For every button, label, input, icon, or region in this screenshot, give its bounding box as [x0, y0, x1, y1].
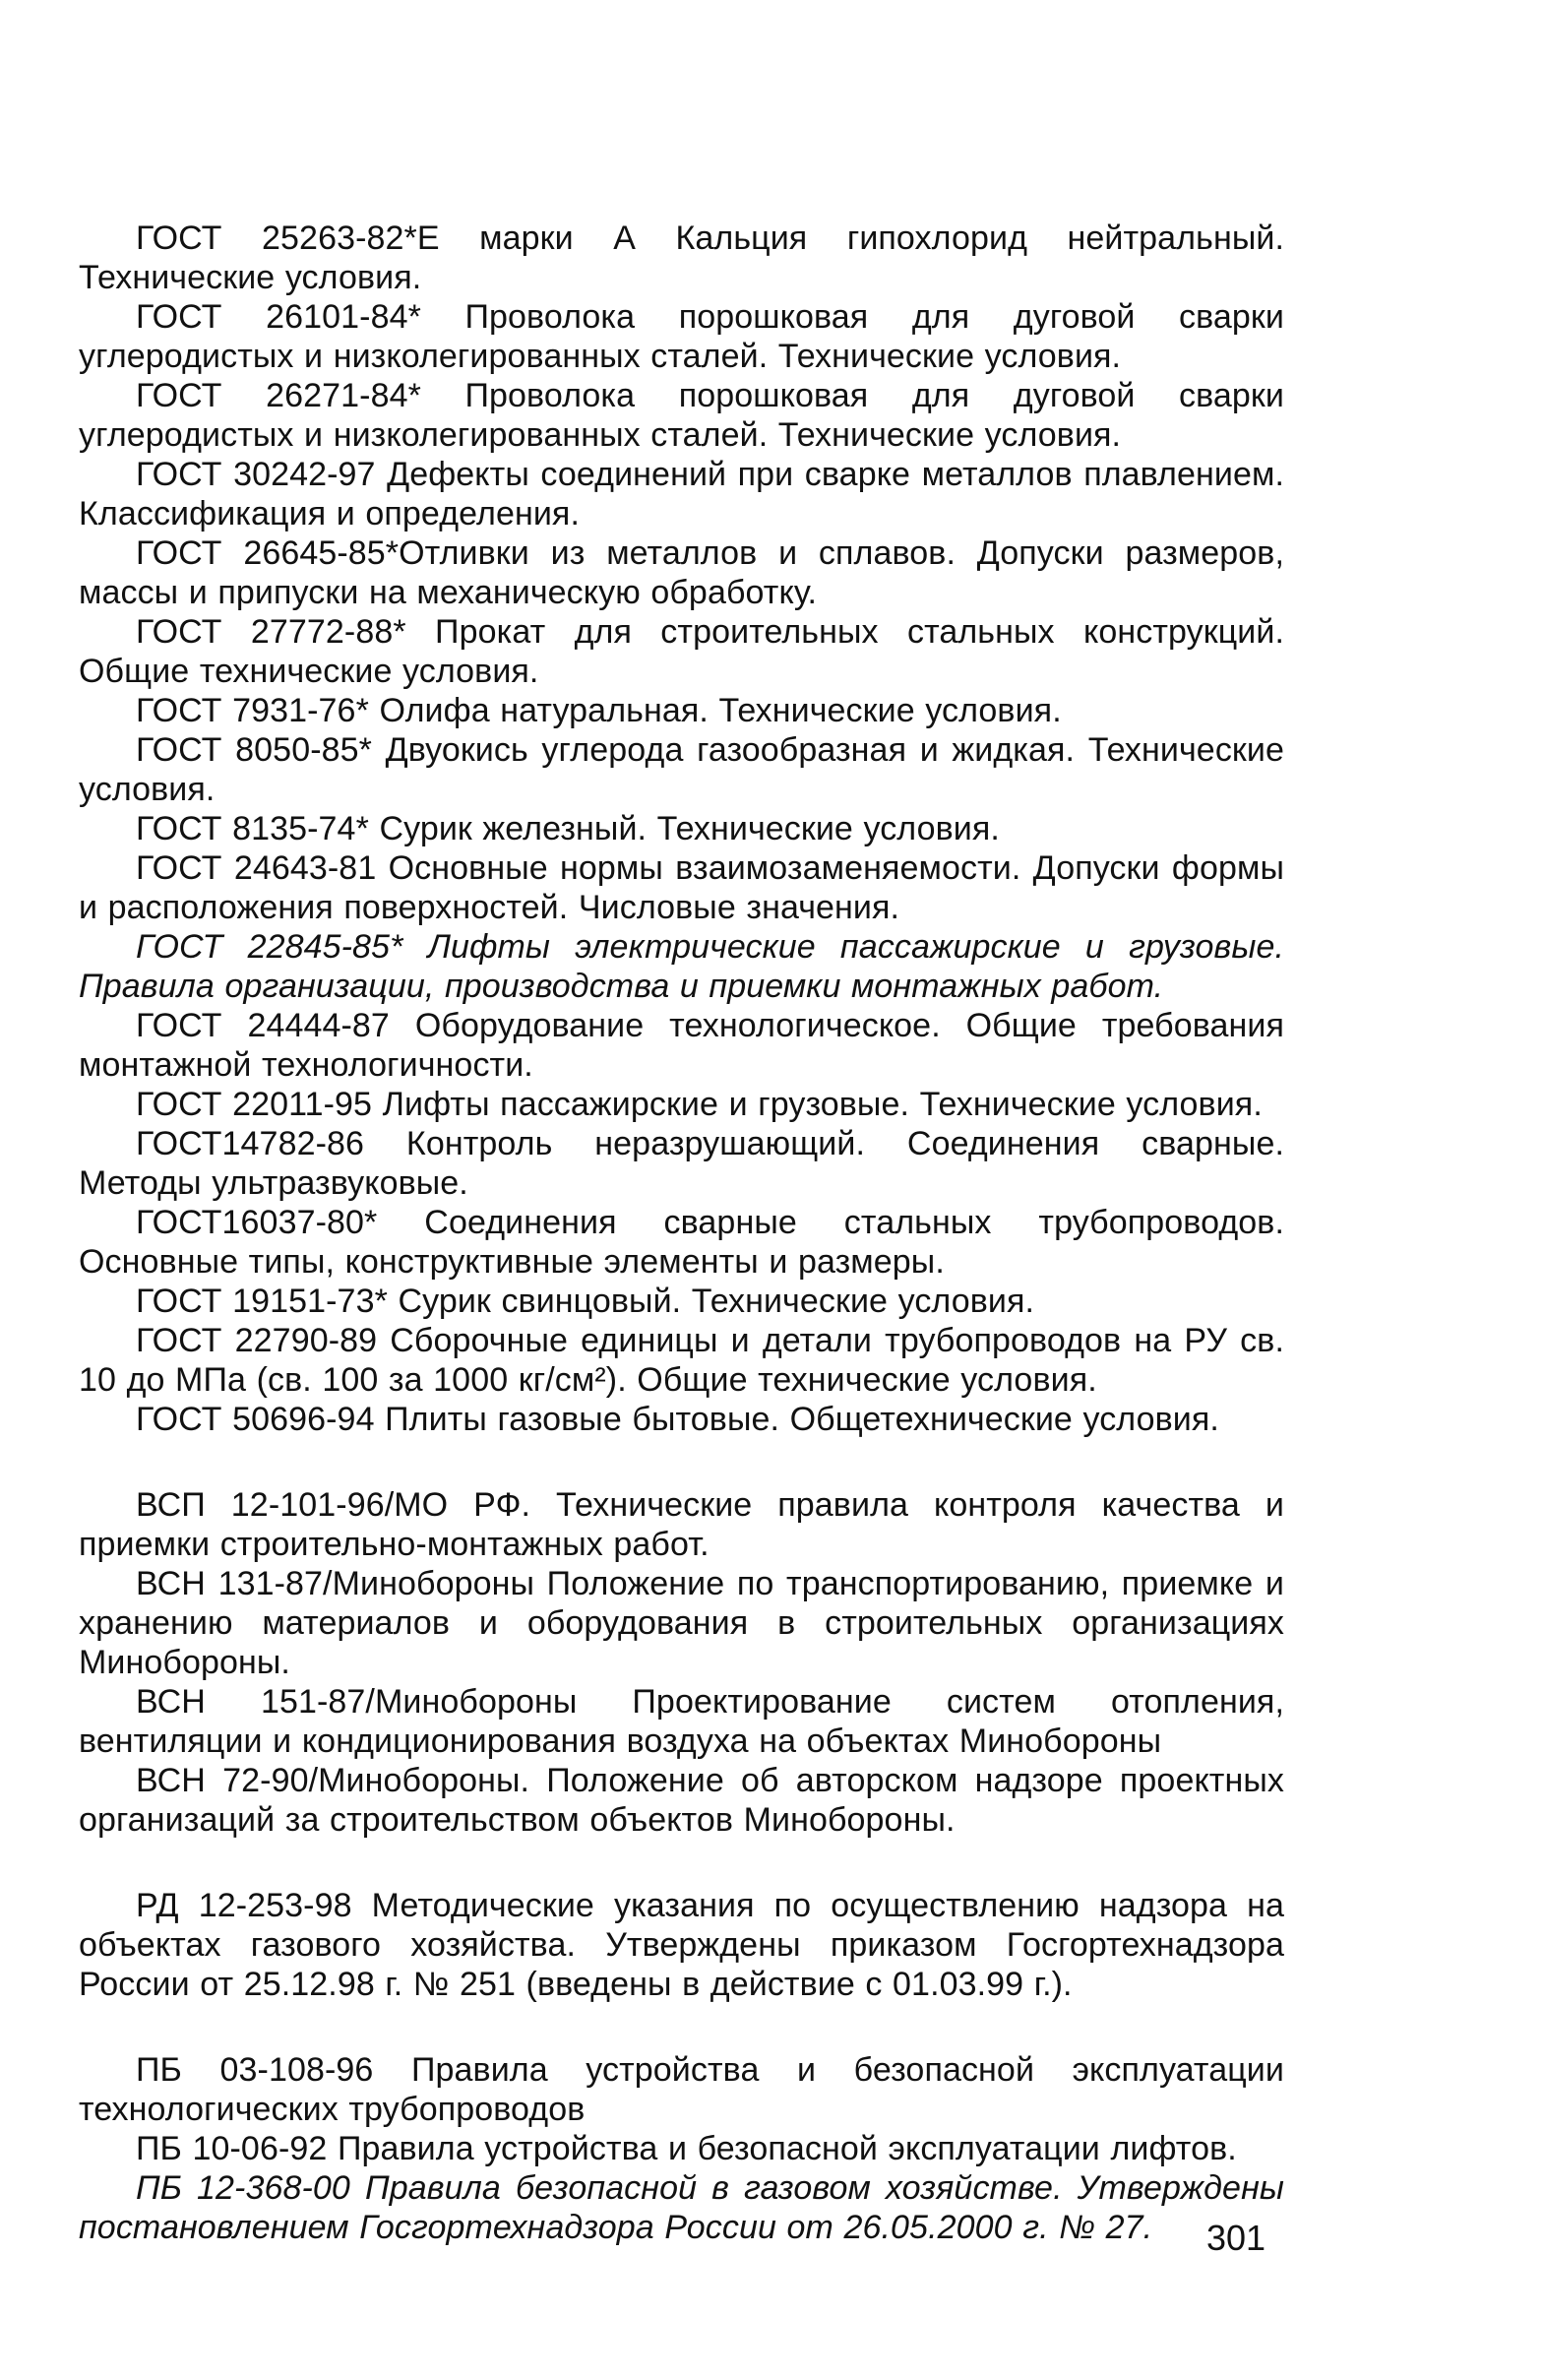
- reference-item: ПБ 10-06-92 Правила устройства и безопасной эксплуатации лифтов.: [136, 2130, 1237, 2167]
- group-spacer: [79, 1439, 1284, 1485]
- reference-item: ГОСТ 24643-81 Основные нормы взаимозаменяемости. Допуски формы и расположения поверхностей. Числовые значения.: [79, 849, 1284, 926]
- reference-item: ГОСТ 8135-74* Сурик железный. Технические условия.: [136, 810, 1000, 847]
- reference-item: РД 12-253-98 Методические указания по осуществлению надзора на объектах газового хозяйства. Утверждены приказом Госгортехнадзора России от 25.12.98 г. № 251 (введены в действие с 01.03.99 г.).: [79, 1887, 1284, 2003]
- reference-item: ГОСТ 22845-85* Лифты электрические пассажирские и грузовые. Правила организации, производства и приемки монтажных работ.: [79, 928, 1284, 1005]
- group-spacer: [79, 1840, 1284, 1886]
- group-spacer: [79, 2004, 1284, 2050]
- reference-item: ГОСТ 22790-89 Сборочные единицы и детали трубопроводов на РУ св. 10 до МПа (св. 100 за 1000 кг/см²). Общие технические условия.: [79, 1322, 1284, 1399]
- pb-standards-group: [79, 2050, 1284, 2247]
- reference-item: ВСП 12-101-96/МО РФ. Технические правила контроля качества и приемки строительно-монтажных работ.: [79, 1486, 1284, 1563]
- reference-item: ГОСТ 27772-88* Прокат для строительных стальных конструкций. Общие технические условия.: [79, 613, 1284, 690]
- reference-item: ГОСТ 7931-76* Олифа натуральная. Технические условия.: [136, 692, 1062, 729]
- page-number: 301: [1206, 2218, 1266, 2258]
- reference-item: ГОСТ 50696-94 Плиты газовые бытовые. Общетехнические условия.: [136, 1401, 1219, 1438]
- reference-item: ГОСТ16037-80* Соединения сварные стальных трубопроводов. Основные типы, конструктивные элементы и размеры.: [79, 1204, 1284, 1281]
- reference-item: ГОСТ14782-86 Контроль неразрушающий. Соединения сварные. Методы ультразвуковые.: [79, 1125, 1284, 1202]
- reference-item: ВСН 131-87/Минобороны Положение по транспортированию, приемке и хранению материалов и оборудования в строительных организациях Минобороны.: [79, 1565, 1284, 1681]
- rd-standards-group: [79, 1886, 1284, 2004]
- reference-item: ГОСТ 26101-84* Проволока порошковая для дуговой сварки углеродистых и низколегированных сталей. Технические условия.: [79, 298, 1284, 375]
- reference-item: ГОСТ 26271-84* Проволока порошковая для дуговой сварки углеродистых и низколегированных сталей. Технические условия.: [79, 377, 1284, 454]
- reference-item: ГОСТ 8050-85* Двуокись углерода газообразная и жидкая. Технические условия.: [79, 731, 1284, 808]
- reference-item: ГОСТ 26645-85*Отливки из металлов и сплавов. Допуски размеров, массы и припуски на механическую обработку.: [79, 534, 1284, 611]
- reference-item: ГОСТ 19151-73* Сурик свинцовый. Технические условия.: [136, 1283, 1035, 1320]
- reference-item: ПБ 12-368-00 Правила безопасной в газовом хозяйстве. Утверждены постановлением Госгортехнадзора России от 26.05.2000 г. № 27.: [79, 2169, 1284, 2246]
- reference-item: ПБ 03-108-96 Правила устройства и безопасной эксплуатации технологических трубопроводов: [79, 2051, 1284, 2128]
- gost-standards-group: [79, 219, 1284, 1439]
- reference-item: ГОСТ 22011-95 Лифты пассажирские и грузовые. Технические условия.: [136, 1086, 1263, 1123]
- reference-item: ГОСТ 25263-82*Е марки А Кальция гипохлорид нейтральный. Технические условия.: [79, 219, 1284, 296]
- reference-item: ГОСТ 24444-87 Оборудование технологическое. Общие требования монтажной технологичности.: [79, 1007, 1284, 1084]
- vsn-standards-group: [79, 1485, 1284, 1840]
- references-list: [79, 219, 1284, 2247]
- reference-item: ВСН 151-87/Минобороны Проектирование систем отопления, вентиляции и кондиционирования воздуха на объектах Минобороны: [79, 1683, 1284, 1760]
- reference-item: ГОСТ 30242-97 Дефекты соединений при сварке металлов плавлением. Классификация и определения.: [79, 456, 1284, 532]
- reference-item: ВСН 72-90/Минобороны. Положение об авторском надзоре проектных организаций за строительством объектов Минобороны.: [79, 1762, 1284, 1839]
